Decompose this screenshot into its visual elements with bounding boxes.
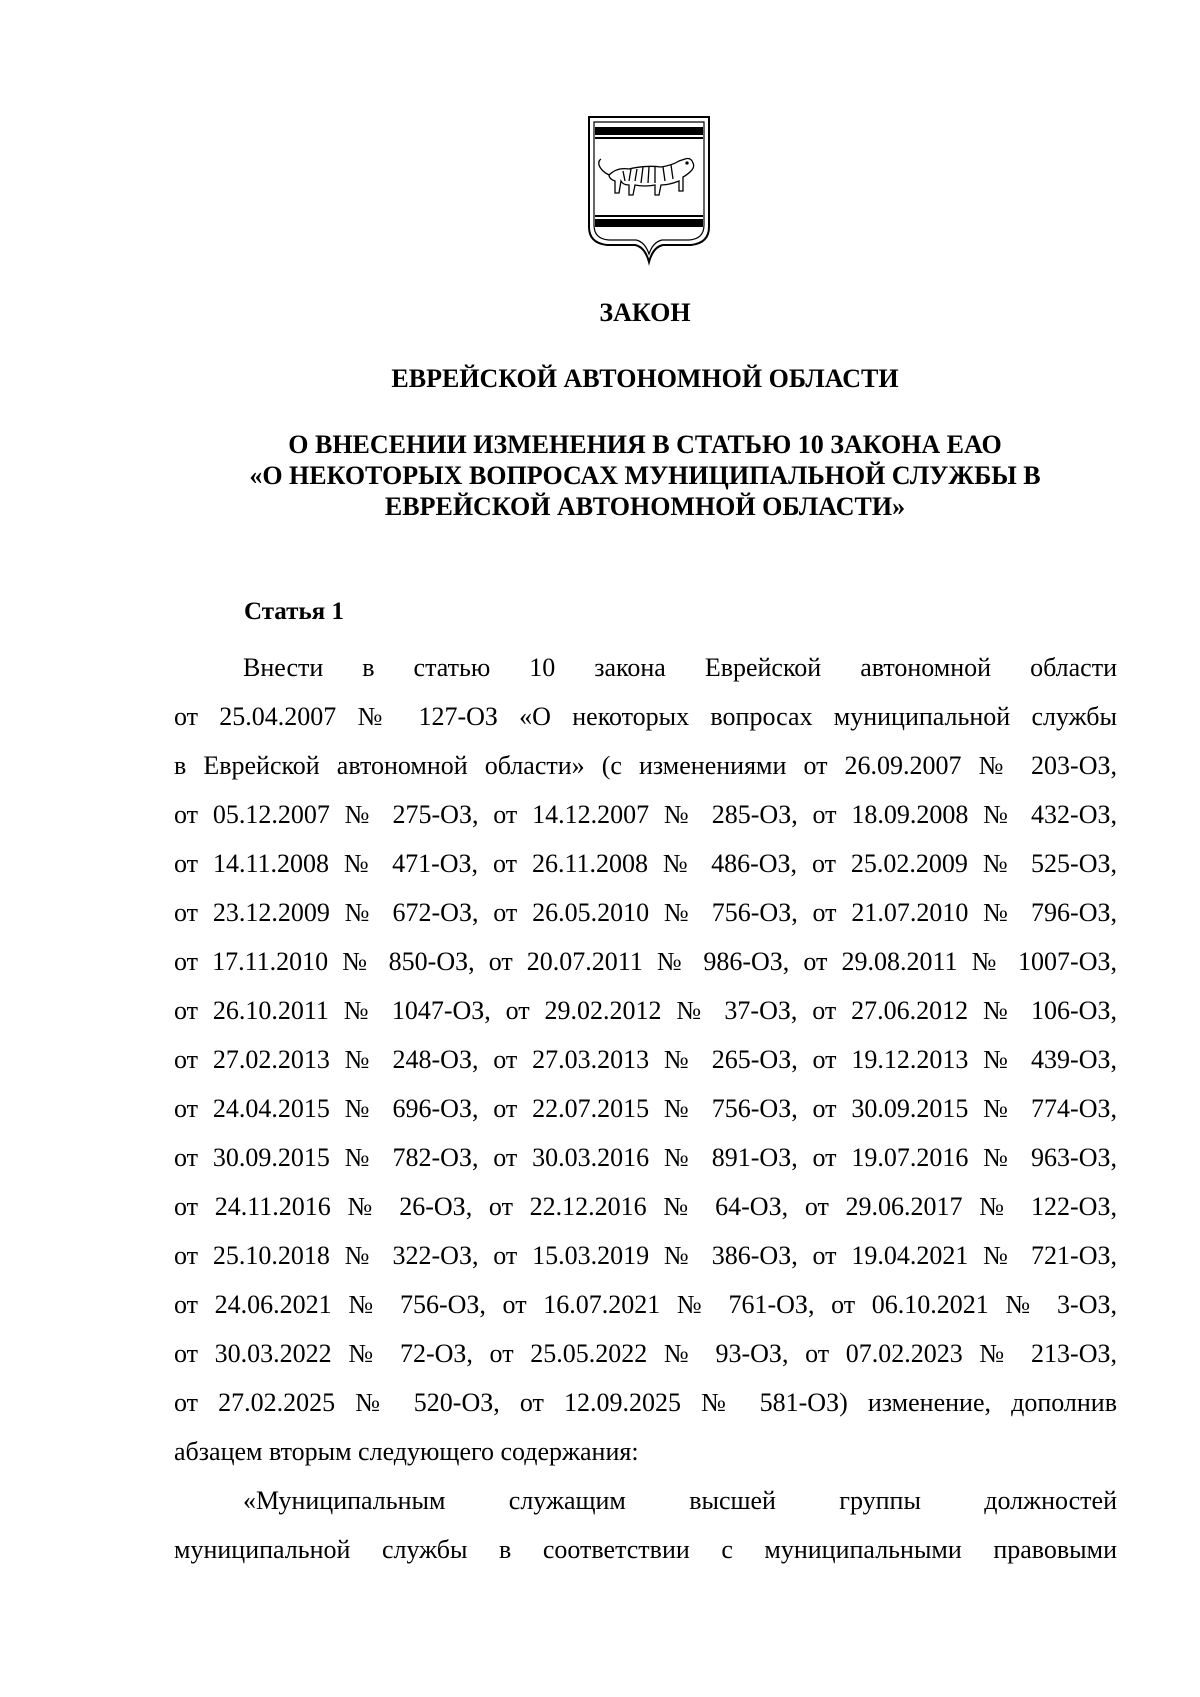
body-line: в Еврейской автономной области» (с изменениями от 26.09.2007 № 203-ОЗ,: [174, 751, 1117, 780]
subject-line: ЕВРЕЙСКОЙ АВТОНОМНОЙ ОБЛАСТИ»: [384, 492, 906, 521]
body-line: от 24.04.2015 № 696-ОЗ, от 22.07.2015 № 756-ОЗ, от 30.09.2015 № 774-ОЗ,: [174, 1094, 1117, 1123]
region-title: ЕВРЕЙСКОЙ АВТОНОМНОЙ ОБЛАСТИ: [391, 364, 899, 393]
body-line: от 05.12.2007 № 275-ОЗ, от 14.12.2007 № 285-ОЗ, от 18.09.2008 № 432-ОЗ,: [174, 800, 1117, 829]
document-type-title: ЗАКОН: [599, 298, 691, 327]
coat-of-arms-icon: [587, 115, 711, 266]
quote-line: муниципальной службы в соответствии с муниципальными правовыми: [174, 1535, 1117, 1564]
body-line: от 17.11.2010 № 850-ОЗ, от 20.07.2011 № 986-ОЗ, от 29.08.2011 № 1007-ОЗ,: [174, 947, 1117, 976]
body-line: от 24.06.2021 № 756-ОЗ, от 16.07.2021 № 761-ОЗ, от 06.10.2021 № 3-ОЗ,: [174, 1290, 1117, 1319]
body-line: от 24.11.2016 № 26-ОЗ, от 22.12.2016 № 64-ОЗ, от 29.06.2017 № 122-ОЗ,: [174, 1192, 1117, 1221]
body-line: от 25.10.2018 № 322-ОЗ, от 15.03.2019 № 386-ОЗ, от 19.04.2021 № 721-ОЗ,: [174, 1241, 1117, 1270]
body-line: от 26.10.2011 № 1047-ОЗ, от 29.02.2012 № 37-ОЗ, от 27.06.2012 № 106-ОЗ,: [174, 996, 1117, 1025]
body-line: от 14.11.2008 № 471-ОЗ, от 26.11.2008 № 486-ОЗ, от 25.02.2009 № 525-ОЗ,: [174, 849, 1117, 878]
subject-line: «О НЕКОТОРЫХ ВОПРОСАХ МУНИЦИПАЛЬНОЙ СЛУЖБЫ В: [249, 461, 1041, 490]
body-line: от 25.04.2007 № 127-ОЗ «О некоторых вопросах муниципальной службы: [174, 702, 1117, 731]
body-line: от 30.09.2015 № 782-ОЗ, от 30.03.2016 № 891-ОЗ, от 19.07.2016 № 963-ОЗ,: [174, 1143, 1117, 1172]
quote-line: «Муниципальным служащим высшей группы должностей: [243, 1486, 1117, 1515]
subject-line: О ВНЕСЕНИИ ИЗМЕНЕНИЯ В СТАТЬЮ 10 ЗАКОНА ЕАО: [288, 430, 1002, 459]
body-line: Внести в статью 10 закона Еврейской автономной области: [243, 653, 1117, 682]
body-line: от 27.02.2025 № 520-ОЗ, от 12.09.2025 № 581-ОЗ) изменение, дополнив: [174, 1388, 1117, 1417]
body-line: от 30.03.2022 № 72-ОЗ, от 25.05.2022 № 93-ОЗ, от 07.02.2023 № 213-ОЗ,: [174, 1339, 1117, 1368]
article-body: [174, 643, 1117, 1574]
body-line: от 23.12.2009 № 672-ОЗ, от 26.05.2010 № 756-ОЗ, от 21.07.2010 № 796-ОЗ,: [174, 898, 1117, 927]
article-heading: Статья 1: [244, 598, 344, 625]
law-subject-title: [170, 429, 1120, 522]
body-line: от 27.02.2013 № 248-ОЗ, от 27.03.2013 № 265-ОЗ, от 19.12.2013 № 439-ОЗ,: [174, 1045, 1117, 1074]
body-line: абзацем вторым следующего содержания:: [174, 1437, 639, 1466]
